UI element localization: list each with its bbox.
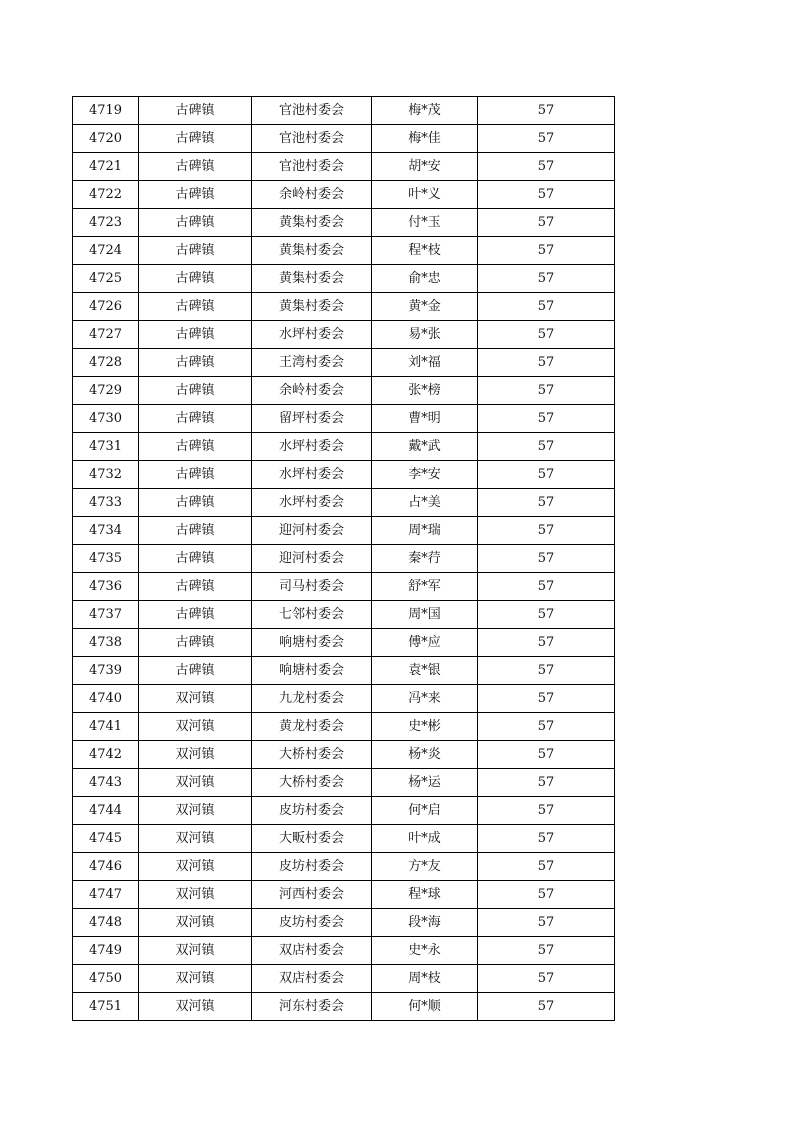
table-row: [73, 517, 615, 545]
value-cell: 57: [478, 433, 615, 461]
village-committee-cell: 黄集村委会: [252, 293, 372, 321]
value-cell: 57: [478, 825, 615, 853]
table-row: [73, 377, 615, 405]
table-row: [73, 993, 615, 1021]
table-row: [73, 937, 615, 965]
person-name-cell: 梅*茂: [372, 97, 478, 125]
table-row: [73, 965, 615, 993]
value-cell: 57: [478, 993, 615, 1021]
row-number-cell: 4742: [73, 741, 139, 769]
row-number-cell: 4732: [73, 461, 139, 489]
row-number-cell: 4745: [73, 825, 139, 853]
person-name-cell: 付*玉: [372, 209, 478, 237]
town-cell: 双河镇: [139, 853, 252, 881]
row-number-cell: 4744: [73, 797, 139, 825]
village-committee-cell: 黄集村委会: [252, 265, 372, 293]
value-cell: 57: [478, 601, 615, 629]
town-cell: 古碑镇: [139, 97, 252, 125]
village-committee-cell: 水坪村委会: [252, 433, 372, 461]
village-committee-cell: 迎河村委会: [252, 545, 372, 573]
person-name-cell: 杨*炎: [372, 741, 478, 769]
row-number-cell: 4727: [73, 321, 139, 349]
village-committee-cell: 响塘村委会: [252, 657, 372, 685]
village-committee-cell: 迎河村委会: [252, 517, 372, 545]
row-number-cell: 4728: [73, 349, 139, 377]
table-row: [73, 741, 615, 769]
table-row: [73, 797, 615, 825]
table-row: [73, 97, 615, 125]
person-name-cell: 程*枝: [372, 237, 478, 265]
row-number-cell: 4749: [73, 937, 139, 965]
village-committee-cell: 官池村委会: [252, 97, 372, 125]
value-cell: 57: [478, 545, 615, 573]
person-name-cell: 梅*佳: [372, 125, 478, 153]
value-cell: 57: [478, 349, 615, 377]
person-name-cell: 傅*应: [372, 629, 478, 657]
table-row: [73, 349, 615, 377]
records-body: [73, 97, 615, 1021]
table-row: [73, 825, 615, 853]
person-name-cell: 冯*来: [372, 685, 478, 713]
village-committee-cell: 大桥村委会: [252, 741, 372, 769]
person-name-cell: 叶*义: [372, 181, 478, 209]
town-cell: 双河镇: [139, 825, 252, 853]
value-cell: 57: [478, 769, 615, 797]
town-cell: 古碑镇: [139, 573, 252, 601]
value-cell: 57: [478, 321, 615, 349]
value-cell: 57: [478, 293, 615, 321]
row-number-cell: 4748: [73, 909, 139, 937]
value-cell: 57: [478, 685, 615, 713]
value-cell: 57: [478, 489, 615, 517]
town-cell: 双河镇: [139, 937, 252, 965]
value-cell: 57: [478, 797, 615, 825]
table-row: [73, 153, 615, 181]
value-cell: 57: [478, 405, 615, 433]
table-row: [73, 461, 615, 489]
person-name-cell: 何*顺: [372, 993, 478, 1021]
town-cell: 古碑镇: [139, 629, 252, 657]
table-row: [73, 629, 615, 657]
table-row: [73, 881, 615, 909]
person-name-cell: 占*美: [372, 489, 478, 517]
person-name-cell: 周*国: [372, 601, 478, 629]
row-number-cell: 4730: [73, 405, 139, 433]
row-number-cell: 4734: [73, 517, 139, 545]
value-cell: 57: [478, 265, 615, 293]
value-cell: 57: [478, 937, 615, 965]
value-cell: 57: [478, 153, 615, 181]
town-cell: 古碑镇: [139, 237, 252, 265]
town-cell: 古碑镇: [139, 489, 252, 517]
row-number-cell: 4723: [73, 209, 139, 237]
town-cell: 古碑镇: [139, 181, 252, 209]
person-name-cell: 段*海: [372, 909, 478, 937]
value-cell: 57: [478, 209, 615, 237]
records-table: [72, 96, 615, 1021]
value-cell: 57: [478, 657, 615, 685]
town-cell: 双河镇: [139, 741, 252, 769]
village-committee-cell: 九龙村委会: [252, 685, 372, 713]
town-cell: 古碑镇: [139, 433, 252, 461]
person-name-cell: 秦*荇: [372, 545, 478, 573]
village-committee-cell: 水坪村委会: [252, 321, 372, 349]
table-row: [73, 685, 615, 713]
person-name-cell: 李*安: [372, 461, 478, 489]
town-cell: 双河镇: [139, 965, 252, 993]
person-name-cell: 刘*福: [372, 349, 478, 377]
row-number-cell: 4743: [73, 769, 139, 797]
village-committee-cell: 余岭村委会: [252, 377, 372, 405]
table-row: [73, 293, 615, 321]
row-number-cell: 4725: [73, 265, 139, 293]
table-row: [73, 601, 615, 629]
value-cell: 57: [478, 181, 615, 209]
row-number-cell: 4740: [73, 685, 139, 713]
village-committee-cell: 留坪村委会: [252, 405, 372, 433]
person-name-cell: 史*彬: [372, 713, 478, 741]
town-cell: 古碑镇: [139, 293, 252, 321]
value-cell: 57: [478, 909, 615, 937]
row-number-cell: 4739: [73, 657, 139, 685]
row-number-cell: 4721: [73, 153, 139, 181]
person-name-cell: 周*瑞: [372, 517, 478, 545]
person-name-cell: 戴*武: [372, 433, 478, 461]
value-cell: 57: [478, 965, 615, 993]
row-number-cell: 4722: [73, 181, 139, 209]
row-number-cell: 4733: [73, 489, 139, 517]
row-number-cell: 4729: [73, 377, 139, 405]
value-cell: 57: [478, 517, 615, 545]
person-name-cell: 袁*银: [372, 657, 478, 685]
town-cell: 古碑镇: [139, 349, 252, 377]
value-cell: 57: [478, 629, 615, 657]
person-name-cell: 俞*忠: [372, 265, 478, 293]
person-name-cell: 叶*成: [372, 825, 478, 853]
table-row: [73, 545, 615, 573]
person-name-cell: 何*启: [372, 797, 478, 825]
table-row: [73, 125, 615, 153]
value-cell: 57: [478, 853, 615, 881]
row-number-cell: 4737: [73, 601, 139, 629]
value-cell: 57: [478, 741, 615, 769]
row-number-cell: 4736: [73, 573, 139, 601]
town-cell: 古碑镇: [139, 321, 252, 349]
row-number-cell: 4726: [73, 293, 139, 321]
value-cell: 57: [478, 461, 615, 489]
table-row: [73, 713, 615, 741]
village-committee-cell: 响塘村委会: [252, 629, 372, 657]
person-name-cell: 易*张: [372, 321, 478, 349]
table-row: [73, 405, 615, 433]
person-name-cell: 方*友: [372, 853, 478, 881]
village-committee-cell: 黄集村委会: [252, 237, 372, 265]
village-committee-cell: 双店村委会: [252, 965, 372, 993]
town-cell: 古碑镇: [139, 153, 252, 181]
town-cell: 双河镇: [139, 909, 252, 937]
value-cell: 57: [478, 237, 615, 265]
table-row: [73, 321, 615, 349]
person-name-cell: 史*永: [372, 937, 478, 965]
village-committee-cell: 河东村委会: [252, 993, 372, 1021]
value-cell: 57: [478, 573, 615, 601]
village-committee-cell: 司马村委会: [252, 573, 372, 601]
table-row: [73, 909, 615, 937]
village-committee-cell: 王湾村委会: [252, 349, 372, 377]
town-cell: 双河镇: [139, 797, 252, 825]
village-committee-cell: 水坪村委会: [252, 489, 372, 517]
row-number-cell: 4741: [73, 713, 139, 741]
value-cell: 57: [478, 377, 615, 405]
table-row: [73, 853, 615, 881]
town-cell: 古碑镇: [139, 209, 252, 237]
village-committee-cell: 大畈村委会: [252, 825, 372, 853]
village-committee-cell: 水坪村委会: [252, 461, 372, 489]
value-cell: 57: [478, 713, 615, 741]
row-number-cell: 4731: [73, 433, 139, 461]
value-cell: 57: [478, 125, 615, 153]
person-name-cell: 黄*金: [372, 293, 478, 321]
table-row: [73, 769, 615, 797]
row-number-cell: 4746: [73, 853, 139, 881]
town-cell: 古碑镇: [139, 377, 252, 405]
table-row: [73, 657, 615, 685]
table-row: [73, 265, 615, 293]
town-cell: 古碑镇: [139, 657, 252, 685]
row-number-cell: 4751: [73, 993, 139, 1021]
town-cell: 古碑镇: [139, 517, 252, 545]
row-number-cell: 4735: [73, 545, 139, 573]
town-cell: 古碑镇: [139, 461, 252, 489]
table-row: [73, 209, 615, 237]
village-committee-cell: 官池村委会: [252, 153, 372, 181]
person-name-cell: 曹*明: [372, 405, 478, 433]
town-cell: 古碑镇: [139, 405, 252, 433]
town-cell: 古碑镇: [139, 545, 252, 573]
village-committee-cell: 双店村委会: [252, 937, 372, 965]
person-name-cell: 周*枝: [372, 965, 478, 993]
village-committee-cell: 大桥村委会: [252, 769, 372, 797]
village-committee-cell: 皮坊村委会: [252, 853, 372, 881]
row-number-cell: 4750: [73, 965, 139, 993]
town-cell: 古碑镇: [139, 265, 252, 293]
town-cell: 双河镇: [139, 769, 252, 797]
person-name-cell: 胡*安: [372, 153, 478, 181]
row-number-cell: 4747: [73, 881, 139, 909]
town-cell: 古碑镇: [139, 125, 252, 153]
table-row: [73, 573, 615, 601]
value-cell: 57: [478, 881, 615, 909]
person-name-cell: 张*榜: [372, 377, 478, 405]
village-committee-cell: 黄集村委会: [252, 209, 372, 237]
person-name-cell: 杨*运: [372, 769, 478, 797]
row-number-cell: 4738: [73, 629, 139, 657]
village-committee-cell: 余岭村委会: [252, 181, 372, 209]
village-committee-cell: 河西村委会: [252, 881, 372, 909]
town-cell: 双河镇: [139, 993, 252, 1021]
village-committee-cell: 官池村委会: [252, 125, 372, 153]
person-name-cell: 程*球: [372, 881, 478, 909]
village-committee-cell: 皮坊村委会: [252, 909, 372, 937]
row-number-cell: 4724: [73, 237, 139, 265]
person-name-cell: 舒*军: [372, 573, 478, 601]
town-cell: 古碑镇: [139, 601, 252, 629]
row-number-cell: 4720: [73, 125, 139, 153]
table-row: [73, 433, 615, 461]
row-number-cell: 4719: [73, 97, 139, 125]
town-cell: 双河镇: [139, 713, 252, 741]
table-row: [73, 237, 615, 265]
village-committee-cell: 黄龙村委会: [252, 713, 372, 741]
value-cell: 57: [478, 97, 615, 125]
town-cell: 双河镇: [139, 685, 252, 713]
table-row: [73, 181, 615, 209]
table-row: [73, 489, 615, 517]
village-committee-cell: 皮坊村委会: [252, 797, 372, 825]
town-cell: 双河镇: [139, 881, 252, 909]
village-committee-cell: 七邻村委会: [252, 601, 372, 629]
